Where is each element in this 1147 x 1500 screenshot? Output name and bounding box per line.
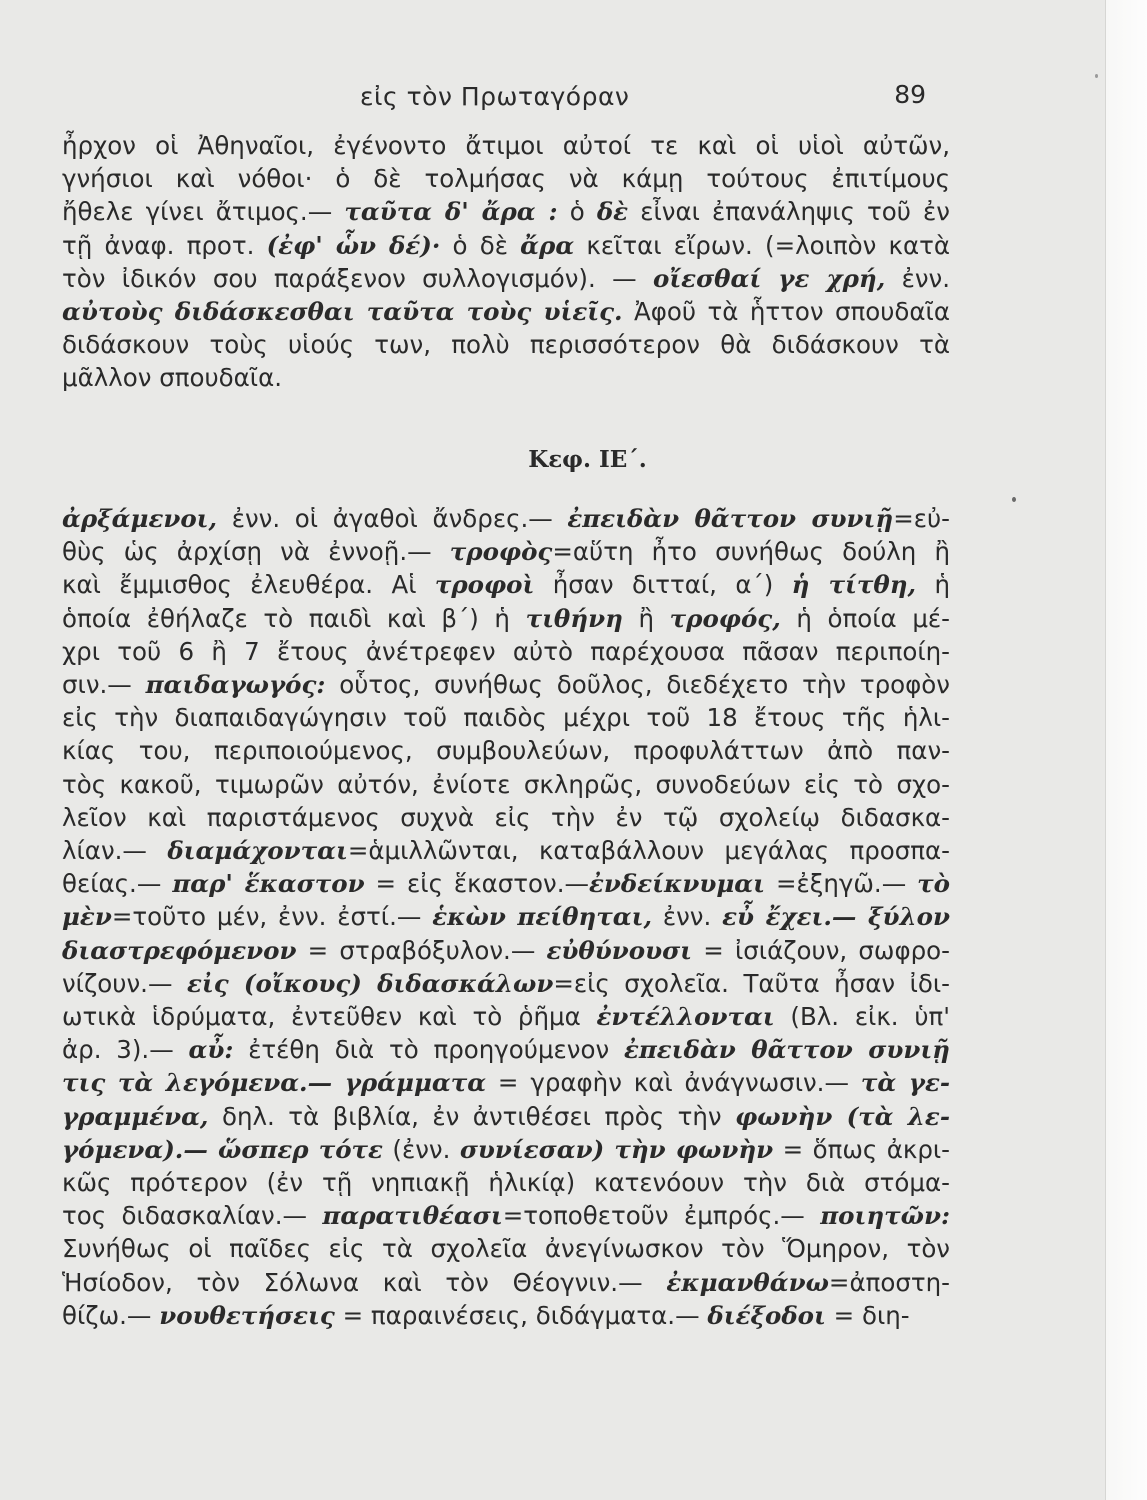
text-segment: λεῖον καὶ παριστάμενος συχνὰ εἰς τὴν ἐν τῷ σχολείῳ διδασκα-	[62, 802, 950, 832]
lemma-term: ἐκμανθάνω	[666, 1267, 829, 1297]
text-segment: ἡ	[916, 570, 950, 600]
text-line	[62, 229, 950, 262]
lemma-term: παρατιθέασι	[322, 1201, 503, 1231]
text-segment: διδάσκουν τοὺς υἱούς των, πολὺ περισσότερον θὰ διδάσκουν τὰ	[62, 330, 950, 360]
text-line	[62, 328, 950, 361]
text-line	[62, 900, 950, 933]
text-segment: = ἰσιάζουν, σωφρο-	[692, 935, 950, 965]
text-line	[62, 867, 950, 900]
text-segment: Ἀφοῦ τὰ ἧττον σπουδαῖα	[622, 297, 950, 327]
lemma-term: τις τὰ λεγόμενα.— γράμματα	[62, 1068, 487, 1098]
chapter-heading: Κεφ. ΙΕ΄.	[528, 446, 647, 473]
lemma-term: ταῦτα δ' ἄρα :	[344, 197, 558, 227]
text-segment: τος διδασκαλίαν.—	[62, 1201, 323, 1231]
text-line	[62, 768, 950, 801]
text-segment: ἀρ. 3).—	[62, 1035, 189, 1065]
text-line	[62, 262, 950, 295]
text-segment: ἐνν. οἱ ἀγαθοὶ ἄνδρες.—	[217, 504, 568, 533]
text-line	[62, 1166, 950, 1199]
text-segment: ὁ	[557, 197, 597, 227]
text-segment: =ἀποστη-	[828, 1267, 950, 1297]
text-segment: ἡ ὁποία μέ-	[780, 603, 950, 633]
text-segment: ἐνν.	[885, 263, 950, 293]
text-segment: θείας.—	[62, 869, 173, 899]
text-line	[62, 734, 950, 767]
lemma-term: νουθετήσεις	[159, 1300, 335, 1330]
text-segment: καὶ ἔμμισθος ἐλευθέρα. Αἱ	[62, 570, 435, 600]
text-segment: ἐτέθη διὰ τὸ προηγούμενον	[233, 1035, 624, 1065]
text-line	[62, 1066, 950, 1099]
text-segment: ἐνν.	[651, 902, 723, 932]
text-segment: κεῖται εἴρων. (=λοιπὸν κατὰ	[574, 230, 950, 260]
ink-speck	[1012, 497, 1016, 502]
text-line	[62, 834, 950, 867]
text-segment: Συνήθως οἱ παῖδες εἰς τὰ σχολεῖα ἀνεγίνωσκον τὸν Ὅμηρον, τὸν	[62, 1234, 950, 1264]
text-line	[62, 1133, 950, 1166]
text-line	[62, 602, 950, 635]
text-segment: κῶς πρότερον (ἐν τῇ νηπιακῇ ἡλικίᾳ) κατενόουν τὴν διὰ στόμα-	[62, 1168, 950, 1198]
ink-speck	[1095, 74, 1098, 78]
text-segment: δηλ. τὰ βιβλία, ἐν ἀντιθέσει πρὸς τὴν	[208, 1101, 736, 1131]
text-line	[62, 361, 950, 394]
text-line	[62, 801, 950, 834]
text-segment: ωτικὰ ἱδρύματα, ἐντεῦθεν καὶ τὸ ῥῆμα	[62, 1002, 597, 1032]
text-line	[62, 635, 950, 668]
lemma-term: εἰς (οἴκους) διδασκάλων	[186, 968, 554, 998]
text-segment: =τοῦτο μέν, ἐνν. ἐστί.—	[111, 902, 433, 932]
text-segment: =ἐξηγῶ.—	[764, 869, 918, 899]
text-line	[62, 1299, 950, 1332]
text-line	[62, 668, 950, 701]
lemma-term: αὖ:	[188, 1035, 234, 1065]
running-title: εἰς τὸν Πρωταγόραν	[360, 82, 630, 111]
text-segment: = στραβόξυλον.—	[296, 935, 547, 965]
text-segment: σιν.—	[62, 670, 146, 700]
text-segment: =εὐ-	[893, 504, 950, 533]
text-segment: = ὅπως ἀκρι-	[773, 1134, 951, 1164]
text-segment: κίας του, περιποιούμενος, συμβουλεύων, προφυλάττων ἀπὸ παν-	[62, 736, 950, 766]
lemma-term: γραμμένα,	[62, 1101, 209, 1131]
lemma-term: εὐθύνουσι	[546, 935, 693, 965]
page-edge	[1105, 0, 1147, 1500]
lemma-term: φωνὴν (τὰ λε-	[735, 1101, 950, 1131]
text-line	[62, 1000, 950, 1033]
text-segment: γνήσιοι καὶ νόθοι· ὁ δὲ τολμήσας νὰ κάμῃ τούτους ἐπιτίμους	[62, 164, 950, 194]
text-line	[62, 967, 950, 1000]
text-line	[62, 295, 950, 328]
lemma-term: ἐπειδὰν θᾶττον συνιῇ	[623, 1035, 950, 1065]
text-line	[62, 568, 950, 601]
text-segment: ἦρχον οἱ Ἀθηναῖοι, ἐγένοντο ἄτιμοι αὐτοί τε καὶ οἱ υἱοὶ αὐτῶν,	[62, 131, 950, 160]
text-segment: λίαν.—	[62, 836, 168, 866]
lemma-term: τροφὸς	[449, 537, 553, 567]
text-segment: = γραφὴν καὶ ἀνάγνωσιν.—	[486, 1068, 861, 1098]
lemma-term: διαστρεφόμενον	[62, 935, 297, 965]
lemma-term: τὰ γε-	[860, 1068, 951, 1098]
text-line	[62, 129, 950, 162]
lemma-term: συνίεσαν) τὴν φωνὴν	[459, 1134, 774, 1164]
paragraph-continuation	[62, 129, 950, 395]
text-line	[62, 502, 950, 535]
text-segment: = εἰς ἕκαστον.—	[364, 869, 589, 899]
lemma-term: αὐτοὺς διδάσκεσθαι ταῦτα τοὺς υἱεῖς.	[62, 297, 623, 327]
text-segment: ὁ δὲ	[440, 230, 521, 260]
lemma-term: εὖ ἔχει.— ξύλον	[722, 902, 951, 932]
lemma-term: διαμάχονται	[167, 836, 348, 866]
lemma-term: παρ' ἕκαστον	[172, 869, 365, 899]
text-segment: ἢ	[622, 603, 670, 633]
text-line	[62, 162, 950, 195]
text-segment: εἰς τὴν διαπαιδαγώγησιν τοῦ παιδὸς μέχρι τοῦ 18 ἔτους τῆς ἡλι-	[62, 703, 950, 733]
text-segment: ὁποία ἐθήλαζε τὸ παιδὶ καὶ β΄) ἡ	[62, 603, 526, 633]
lemma-term: παιδαγωγός:	[145, 670, 326, 700]
text-segment: (ἐνν.	[382, 1134, 460, 1164]
text-segment: θὺς ὡς ἀρχίσῃ νὰ ἐννοῇ.—	[62, 537, 450, 567]
text-segment: εἶναι ἐπανάληψις τοῦ ἐν	[628, 197, 950, 227]
text-segment: = παραινέσεις, διδάγματα.—	[334, 1300, 708, 1330]
lemma-term: γόμενα).— ὥσπερ τότε	[62, 1134, 383, 1164]
text-line	[62, 1232, 950, 1265]
text-segment: = διη-	[825, 1300, 910, 1330]
text-segment: μᾶλλον σπουδαῖα.	[62, 363, 283, 393]
lemma-term: ποιητῶν:	[820, 1201, 950, 1231]
text-line	[62, 195, 950, 228]
text-line	[62, 701, 950, 734]
lemma-term: τροφός,	[669, 603, 781, 633]
lemma-term: ἑκὼν πείθηται,	[432, 902, 652, 932]
text-segment: (Βλ. εἰκ. ὑπ'	[774, 1002, 950, 1032]
lemma-term: τροφοὶ	[434, 570, 535, 600]
text-segment: =αὕτη ἦτο συνήθως δούλη ἢ	[552, 537, 950, 567]
text-segment: ἦσαν διτταί, α΄)	[534, 570, 792, 600]
text-segment: χρι τοῦ 6 ἢ 7 ἔτους ἀνέτρεφεν αὐτὸ παρέχουσα πᾶσαν περιποίη-	[62, 636, 950, 666]
text-segment: τῇ ἀναφ. προτ.	[62, 230, 267, 260]
text-segment: ἤθελε γίνει ἄτιμος.—	[62, 197, 345, 227]
text-line	[62, 535, 950, 568]
lemma-term: τιθήνη	[525, 603, 623, 633]
lemma-term: ἐπειδὰν θᾶττον συνιῇ	[567, 504, 894, 533]
text-segment: τὸν ἰδικόν σου παράξενον συλλογισμόν). —	[62, 263, 653, 293]
text-segment: θίζω.—	[62, 1300, 160, 1330]
text-segment: =εἰς σχολεῖα. Ταῦτα ἦσαν ἰδι-	[553, 968, 950, 998]
lemma-term: οἴεσθαί γε χρή,	[652, 263, 886, 293]
paragraph-commentary	[62, 502, 950, 1332]
text-line	[62, 1100, 950, 1133]
running-head	[60, 76, 950, 116]
lemma-term: ἐνδείκνυμαι	[588, 869, 765, 899]
lemma-term: διέξοδοι	[707, 1300, 826, 1330]
text-segment: νίζουν.—	[62, 968, 187, 998]
lemma-term: (ἐφ' ὧν δέ)·	[266, 230, 441, 260]
text-segment: =τοποθετοῦν ἐμπρός.—	[502, 1201, 821, 1231]
lemma-term: ἀρξάμενοι,	[62, 504, 218, 533]
lemma-term: τὸ	[917, 869, 950, 899]
text-segment: οὗτος, συνήθως δοῦλος, διεδέχετο τὴν τροφὸν	[325, 670, 950, 700]
lemma-term: ἐντέλλονται	[596, 1002, 775, 1032]
text-line	[62, 1033, 950, 1066]
lemma-term: μὲν	[62, 902, 112, 932]
text-segment: =ἁμιλλῶνται, καταβάλλουν μεγάλας προσπα-	[347, 836, 951, 866]
page-number: 89	[894, 80, 926, 109]
lemma-term: ἄρα	[520, 230, 575, 260]
text-line	[62, 934, 950, 967]
text-segment: Ἡσίοδον, τὸν Σόλωνα καὶ τὸν Θέογνιν.—	[62, 1267, 667, 1297]
lemma-term: ἡ τίτθη,	[791, 570, 917, 600]
text-line	[62, 1199, 950, 1232]
text-line	[62, 1266, 950, 1299]
text-segment: τὸς κακοῦ, τιμωρῶν αὐτόν, ἐνίοτε σκληρῶς, συνοδεύων εἰς τὸ σχο-	[62, 769, 950, 799]
lemma-term: δὲ	[596, 197, 629, 227]
